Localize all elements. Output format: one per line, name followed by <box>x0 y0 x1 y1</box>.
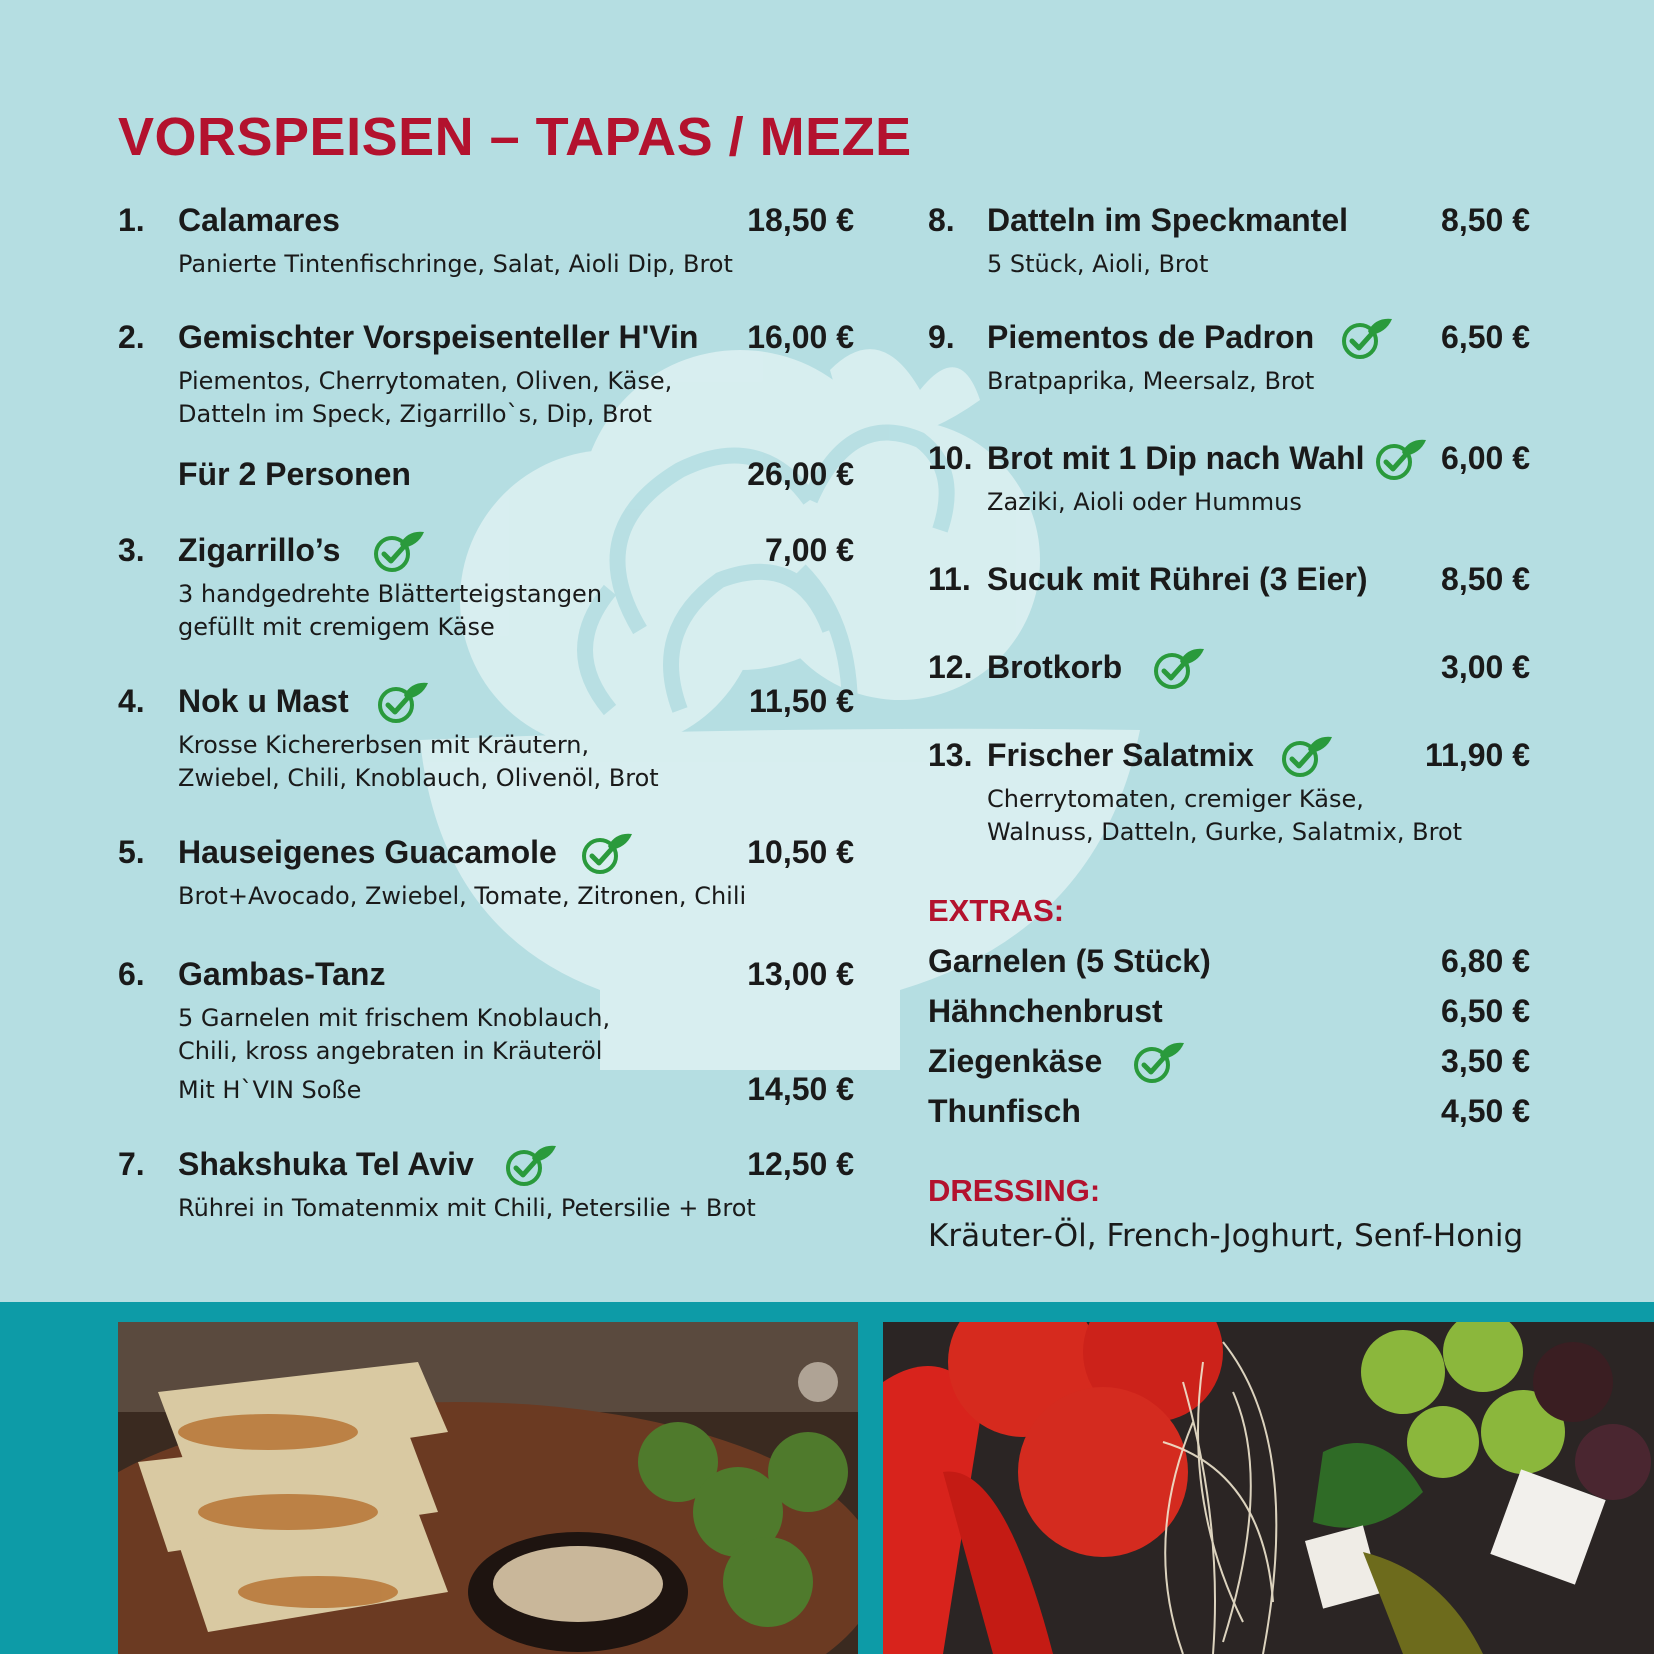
vegetarian-leaf-icon <box>580 830 634 876</box>
item-price: 12,50 € <box>747 1146 854 1182</box>
item-number: 8. <box>928 202 955 238</box>
item-description: Krosse Kichererbsen mit Kräutern, <box>178 731 590 759</box>
extra-name: Thunfisch <box>928 1093 1081 1129</box>
item-description: Brot+Avocado, Zwiebel, Tomate, Zitronen, Chili <box>178 882 747 910</box>
extra-price: 4,50 € <box>1441 1093 1530 1129</box>
extra-name: Garnelen (5 Stück) <box>928 943 1211 979</box>
extra-item <box>928 1093 1530 1137</box>
item-number: 4. <box>118 683 145 719</box>
item-sub-price: 14,50 € <box>747 1071 854 1107</box>
item-price: 10,50 € <box>747 834 854 870</box>
item-name: Piementos de Padron <box>987 319 1315 355</box>
item-name: Zigarrillo’s <box>178 532 341 568</box>
item-name: Calamares <box>178 202 340 238</box>
vegetarian-leaf-icon <box>1152 645 1206 691</box>
menu-item-1 <box>118 202 854 282</box>
item-description: Walnuss, Datteln, Gurke, Salatmix, Brot <box>987 818 1463 846</box>
extra-price: 6,50 € <box>1441 993 1530 1029</box>
item-number: 12. <box>928 649 973 685</box>
vegetarian-leaf-icon <box>376 679 430 725</box>
menu-item-4 <box>118 683 854 793</box>
item-number: 10. <box>928 440 973 476</box>
item-description: gefüllt mit cremigem Käse <box>178 613 495 641</box>
item-price: 11,90 € <box>1425 737 1530 773</box>
item-price: 18,50 € <box>747 202 854 238</box>
menu-item-2 <box>118 319 854 499</box>
vegetarian-leaf-icon <box>1374 436 1428 482</box>
item-price: 13,00 € <box>747 956 854 992</box>
item-number: 7. <box>118 1146 145 1182</box>
item-description: Chili, kross angebraten in Kräuteröl <box>178 1037 603 1065</box>
item-description: Piementos, Cherrytomaten, Oliven, Käse, <box>178 367 673 395</box>
vegetarian-leaf-icon <box>1132 1039 1186 1085</box>
item-name: Gambas-Tanz <box>178 956 386 992</box>
extra-item <box>928 1043 1530 1087</box>
item-price: 6,00 € <box>1441 440 1530 476</box>
item-number: 5. <box>118 834 145 870</box>
extras-heading: EXTRAS: <box>928 893 1065 928</box>
item-price: 6,50 € <box>1441 319 1530 355</box>
item-description: 3 handgedrehte Blätterteigstangen <box>178 580 603 608</box>
menu-item-6 <box>118 956 854 1106</box>
item-sub-price: 26,00 € <box>747 456 854 492</box>
menu-item-3 <box>118 532 854 642</box>
extra-item <box>928 943 1530 987</box>
item-description: 5 Stück, Aioli, Brot <box>987 250 1209 278</box>
menu-item-9 <box>928 319 1530 399</box>
extra-price: 3,50 € <box>1441 1043 1530 1079</box>
item-name: Frischer Salatmix <box>987 737 1254 773</box>
menu-item-8 <box>928 202 1530 282</box>
item-name: Nok u Mast <box>178 683 349 719</box>
item-description: Bratpaprika, Meersalz, Brot <box>987 367 1315 395</box>
item-number: 2. <box>118 319 145 355</box>
extra-name: Hähnchenbrust <box>928 993 1163 1029</box>
item-price: 7,00 € <box>765 532 854 568</box>
vegetarian-leaf-icon <box>1340 315 1394 361</box>
extra-price: 6,80 € <box>1441 943 1530 979</box>
item-description: Panierte Tintenfischringe, Salat, Aioli Dip, Brot <box>178 250 733 278</box>
item-description: Rührei in Tomatenmix mit Chili, Petersilie + Brot <box>178 1194 756 1222</box>
item-name: Brot mit 1 Dip nach Wahl <box>987 440 1365 476</box>
menu-item-10 <box>928 440 1530 520</box>
menu-item-11 <box>928 561 1530 605</box>
vegetables-photo <box>883 1322 1654 1654</box>
item-number: 9. <box>928 319 955 355</box>
item-description: Zwiebel, Chili, Knoblauch, Olivenöl, Brot <box>178 764 659 792</box>
page-title: VORSPEISEN – TAPAS / MEZE <box>118 107 912 167</box>
vegetarian-leaf-icon <box>372 528 426 574</box>
item-name: Datteln im Speckmantel <box>987 202 1348 238</box>
item-price: 11,50 € <box>749 683 854 719</box>
item-description: Cherrytomaten, cremiger Käse, <box>987 785 1364 813</box>
item-description: Zaziki, Aioli oder Hummus <box>987 488 1302 516</box>
item-name: Hauseigenes Guacamole <box>178 834 557 870</box>
item-sub-label: Für 2 Personen <box>178 456 411 492</box>
extra-item <box>928 993 1530 1037</box>
item-number: 3. <box>118 532 145 568</box>
dressing-heading: DRESSING: <box>928 1173 1101 1208</box>
item-description: Datteln im Speck, Zigarrillo`s, Dip, Brot <box>178 400 652 428</box>
vegetarian-leaf-icon <box>504 1142 558 1188</box>
item-number: 1. <box>118 202 145 238</box>
extra-name: Ziegenkäse <box>928 1043 1103 1079</box>
item-name: Brotkorb <box>987 649 1123 685</box>
item-name: Sucuk mit Rührei (3 Eier) <box>987 561 1368 597</box>
item-price: 16,00 € <box>747 319 854 355</box>
item-number: 13. <box>928 737 973 773</box>
gambas-photo <box>118 1322 858 1654</box>
item-number: 11. <box>928 561 971 597</box>
item-price: 3,00 € <box>1441 649 1530 685</box>
dressing-text: Kräuter-Öl, French-Joghurt, Senf-Honig <box>928 1218 1524 1254</box>
vegetarian-leaf-icon <box>1280 733 1334 779</box>
item-price: 8,50 € <box>1441 202 1530 238</box>
item-number: 6. <box>118 956 145 992</box>
item-name: Gemischter Vorspeisenteller H'Vin <box>178 319 699 355</box>
item-name: Shakshuka Tel Aviv <box>178 1146 474 1182</box>
menu-item-5 <box>118 834 854 914</box>
menu-item-12 <box>928 649 1530 693</box>
menu-item-7 <box>118 1146 854 1226</box>
item-sub-label: Mit H`VIN Soße <box>178 1076 362 1104</box>
menu-item-13 <box>928 737 1530 847</box>
item-description: 5 Garnelen mit frischem Knoblauch, <box>178 1004 611 1032</box>
item-price: 8,50 € <box>1441 561 1530 597</box>
